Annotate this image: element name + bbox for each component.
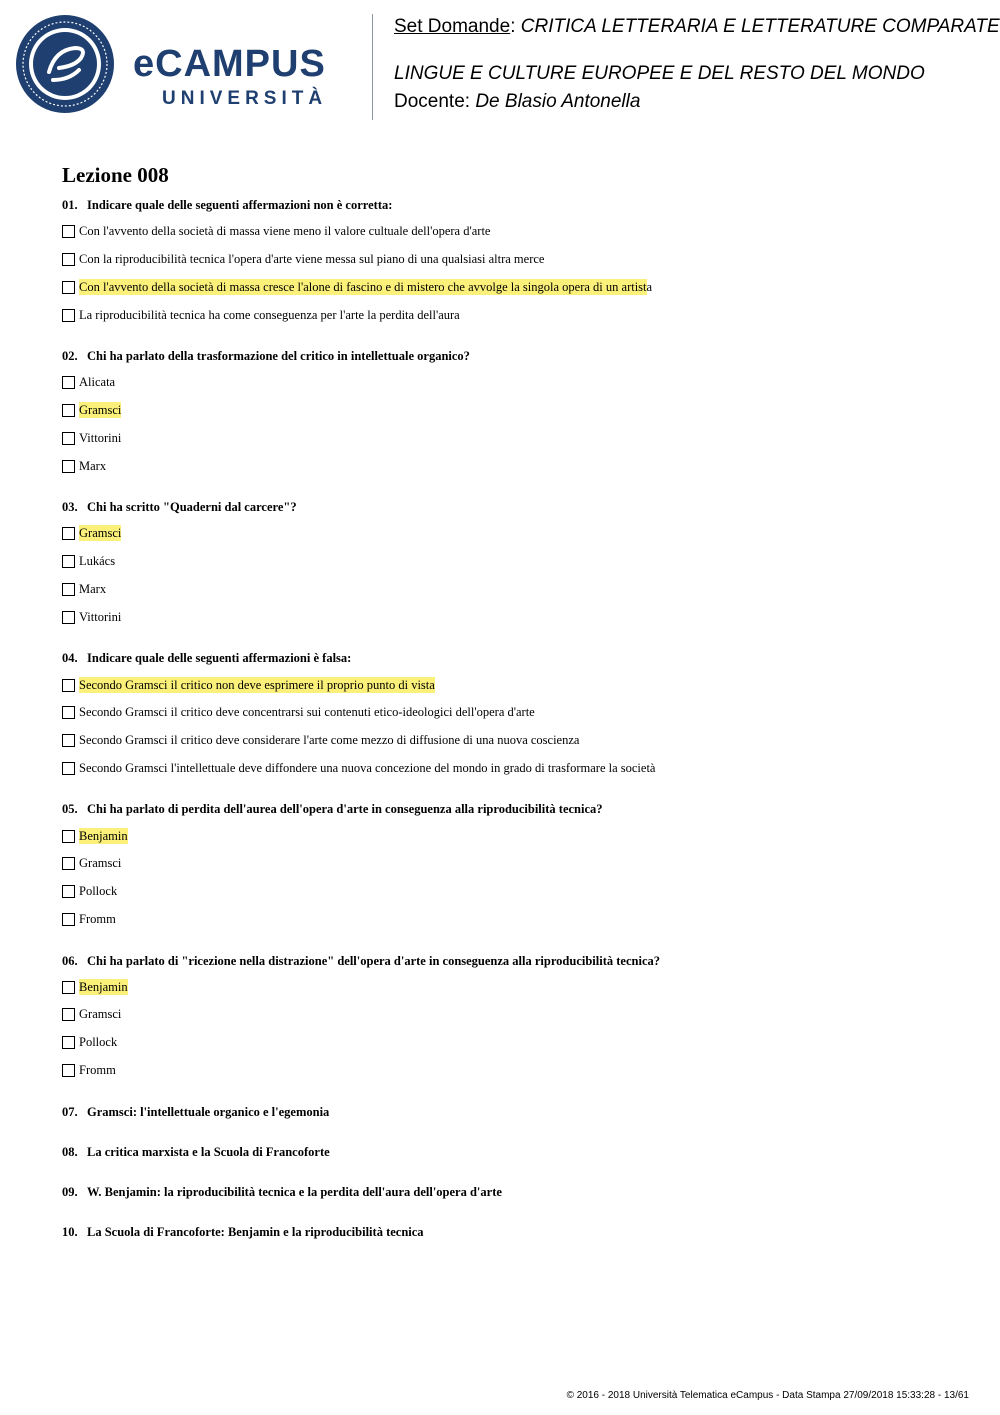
checkbox[interactable] [62,1008,75,1021]
answer-option[interactable]: Con l'avvento della società di massa viene meno il valore cultuale dell'opera d'arte [62,223,490,239]
docente-label: Docente: [394,91,471,112]
answer-option-correct[interactable] [62,402,121,418]
answer-option[interactable]: Fromm [62,911,116,927]
docente-line [394,91,640,113]
highlighted-answer: Secondo Gramsci il critico non deve esprimere il proprio punto di vista [79,678,435,692]
docente-name: De Blasio Antonella [475,91,641,112]
checkbox[interactable] [62,555,75,568]
checkbox[interactable] [62,309,75,322]
question-09: 09. W. Benjamin: la riproducibilità tecnica e la perdita dell'aura dell'opera d'arte [62,1185,502,1199]
checkbox[interactable] [62,281,75,294]
highlighted-answer: Con l'avvento della società di massa cresce l'alone di fascino e di mistero che avvolge la singola opera di un artist [79,280,647,294]
checkbox[interactable] [62,913,75,926]
checkbox[interactable] [62,611,75,624]
question-10: 10. La Scuola di Francoforte: Benjamin e la riproducibilità tecnica [62,1225,424,1239]
answer-option-correct[interactable] [62,525,121,541]
set-domande-line: Set Domande: CRITICA LETTERARIA E LETTERATURE COMPARATE [394,16,1000,37]
answer-option[interactable]: Gramsci [62,855,121,871]
course-name: LINGUE E CULTURE EUROPEE E DEL RESTO DEL MONDO [394,63,925,84]
checkbox[interactable] [62,404,75,417]
highlighted-answer: Benjamin [79,980,128,994]
checkbox[interactable] [62,679,75,692]
checkbox[interactable] [62,830,75,843]
checkbox[interactable] [62,376,75,389]
answer-option[interactable]: Secondo Gramsci il critico deve considerare l'arte come mezzo di diffusione di una nuova coscienza [62,732,579,748]
checkbox[interactable] [62,734,75,747]
checkbox[interactable] [62,706,75,719]
answer-option[interactable]: Fromm [62,1062,116,1078]
university-seal-logo [15,14,115,114]
checkbox[interactable] [62,583,75,596]
answer-option-correct[interactable] [62,677,435,693]
answer-option-correct[interactable] [62,828,128,844]
answer-option[interactable]: Secondo Gramsci l'intellettuale deve diffondere una nuova concezione del mondo in grado di trasformare la società [62,760,655,776]
question-08: 08. La critica marxista e la Scuola di Francoforte [62,1145,330,1159]
answer-option[interactable]: Vittorini [62,609,121,625]
question-07: 07. Gramsci: l'intellettuale organico e l'egemonia [62,1105,330,1119]
highlighted-answer: Gramsci [79,403,122,417]
answer-option[interactable]: Gramsci [62,1006,121,1022]
lesson-title: Lezione 008 [62,163,169,187]
checkbox[interactable] [62,1036,75,1049]
answer-option[interactable]: La riproducibilità tecnica ha come conseguenza per l'arte la perdita dell'aura [62,307,460,323]
answer-option[interactable]: Marx [62,458,106,474]
brand-wordmark: eCAMPUS [133,43,326,85]
question-05: 05. Chi ha parlato di perdita dell'aurea dell'opera d'arte in conseguenza alla riproducibilità tecnica? [62,802,603,816]
checkbox[interactable] [62,253,75,266]
answer-option[interactable]: Pollock [62,883,117,899]
set-domande-label: Set Domande [394,16,511,37]
question-01: 01. Indicare quale delle seguenti affermazioni non è corretta: [62,198,393,212]
question-04: 04. Indicare quale delle seguenti affermazioni è falsa: [62,651,352,665]
answer-option-correct[interactable] [62,979,128,995]
set-title: CRITICA LETTERARIA E LETTERATURE COMPARATE [520,16,1000,37]
question-02: 02. Chi ha parlato della trasformazione del critico in intellettuale organico? [62,349,470,363]
checkbox[interactable] [62,885,75,898]
highlighted-answer: Gramsci [79,526,122,540]
checkbox[interactable] [62,432,75,445]
question-03: 03. Chi ha scritto "Quaderni dal carcere"? [62,500,297,514]
checkbox[interactable] [62,460,75,473]
question-06: 06. Chi ha parlato di "ricezione nella distrazione" dell'opera d'arte in conseguenza alla riproducibilità tecnica? [62,954,660,968]
checkbox[interactable] [62,981,75,994]
header-divider [372,14,373,120]
answer-option[interactable]: Marx [62,581,106,597]
checkbox[interactable] [62,762,75,775]
answer-option-correct[interactable]: Con l'avvento della società di massa cresce l'alone di fascino e di mistero che avvolge la singola opera di un artist a [62,279,652,295]
answer-option[interactable]: Alicata [62,374,115,390]
answer-option[interactable]: Vittorini [62,430,121,446]
answer-option[interactable]: Secondo Gramsci il critico deve concentrarsi sui contenuti etico-ideologici dell'opera d'arte [62,704,535,720]
highlighted-answer: Benjamin [79,829,128,843]
answer-option[interactable]: Con la riproducibilità tecnica l'opera d'arte viene messa sul piano di una qualsiasi altra merce [62,251,544,267]
checkbox[interactable] [62,225,75,238]
answer-option[interactable]: Pollock [62,1034,117,1050]
answer-option[interactable]: Lukács [62,553,115,569]
brand-subtitle: UNIVERSITÀ [162,88,328,109]
checkbox[interactable] [62,1064,75,1077]
checkbox[interactable] [62,857,75,870]
page-footer: © 2016 - 2018 Università Telematica eCampus - Data Stampa 27/09/2018 15:33:28 - 13/61 [566,1390,969,1401]
checkbox[interactable] [62,527,75,540]
